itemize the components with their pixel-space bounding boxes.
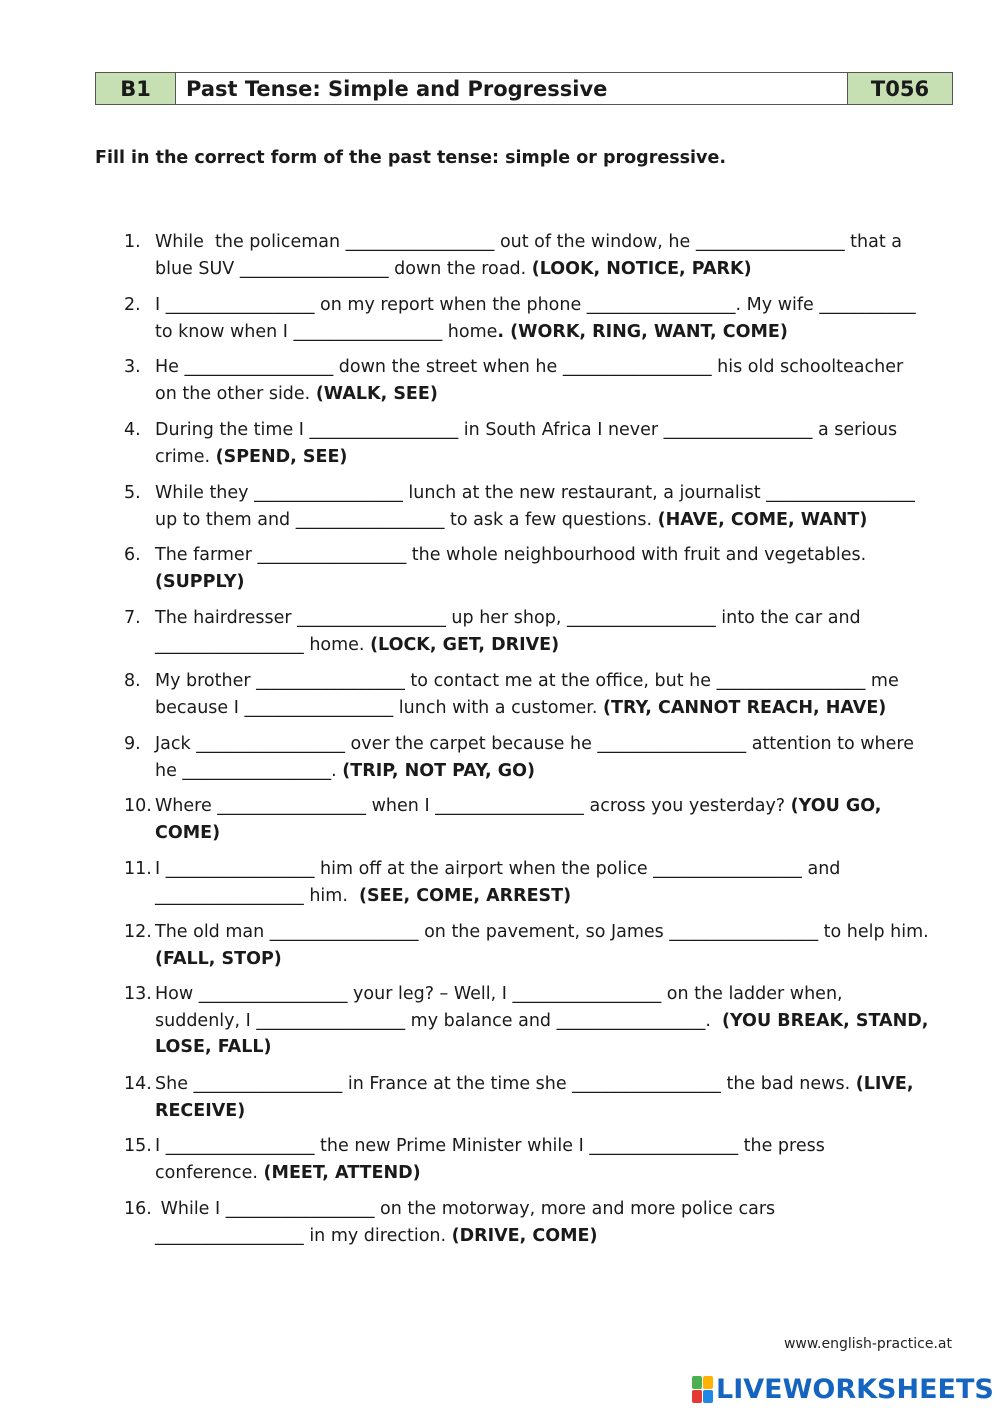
exercise-line: [155, 883, 954, 910]
exercise-line: [155, 1160, 954, 1187]
verb-hint: (DRIVE, COME): [451, 1225, 598, 1246]
verb-hint: (LIVE,: [855, 1074, 914, 1094]
exercise-line: [155, 1008, 954, 1035]
worksheet-title: Past Tense: Simple and Progressive: [176, 73, 848, 104]
exercise-item: [124, 542, 954, 595]
exercise-line: [155, 605, 954, 632]
exercise-number: 6.: [124, 545, 141, 565]
exercise-line: [155, 292, 954, 319]
exercise-item: [124, 605, 954, 658]
sentence-text: I _________________ on my report when the phone _________________. My wife ___________: [155, 295, 916, 315]
instructions: Fill in the correct form of the past tense: simple or progressive.: [95, 148, 726, 168]
exercise-item: [124, 292, 954, 345]
exercise-body: [155, 542, 954, 595]
liveworksheets-logo: [692, 1372, 994, 1406]
logo-blocks-icon: [692, 1376, 712, 1402]
verb-hint: (TRY, CANNOT REACH, HAVE): [603, 697, 887, 718]
exercise-item: [124, 981, 954, 1061]
exercise-line: [155, 319, 954, 346]
sentence-text: I _________________ the new Prime Minister while I _________________ the press: [155, 1136, 825, 1156]
exercise-line: [155, 229, 954, 256]
verb-hint: COME): [155, 822, 221, 843]
exercise-line: [155, 668, 954, 695]
verb-hint: (HAVE, COME, WANT): [657, 509, 868, 530]
verb-hint: (MEET, ATTEND): [263, 1162, 421, 1183]
verb-hint: RECEIVE): [155, 1100, 246, 1121]
verb-hint: (LOOK, NOTICE, PARK): [531, 258, 752, 279]
exercise-line: [155, 1034, 954, 1061]
exercise-item: [124, 668, 954, 721]
sentence-text: I _________________ him off at the airport when the police _________________ and: [155, 859, 841, 879]
exercise-line: [155, 695, 954, 722]
sentence-text: During the time I _________________ in South Africa I never _________________ a serious: [155, 420, 898, 440]
sentence-text: because I _________________ lunch with a customer.: [155, 697, 604, 718]
sentence-text: Where _________________ when I _________________ across you yesterday?: [155, 796, 791, 816]
exercise-number: 16.: [124, 1199, 152, 1219]
verb-hint: (TRIP, NOT PAY, GO): [342, 760, 535, 781]
exercise-item: [124, 354, 954, 407]
exercise-number: 1.: [124, 232, 141, 252]
sentence-text: While I _________________ on the motorway, more and more police cars: [155, 1199, 776, 1219]
exercise-line: [155, 793, 954, 820]
exercise-item: [124, 731, 954, 784]
exercise-number: 4.: [124, 420, 141, 440]
level-badge: B1: [96, 73, 176, 104]
exercise-body: [155, 793, 954, 846]
exercise-body: [155, 981, 954, 1061]
exercise-line: [155, 632, 954, 659]
sentence-text: He _________________ down the street when he _________________ his old schoolteacher: [155, 357, 904, 377]
exercise-number: 7.: [124, 608, 141, 628]
sentence-text: suddenly, I _________________ my balance and _________________.: [155, 1010, 723, 1031]
exercise-body: [155, 1196, 954, 1249]
verb-hint: LOSE, FALL): [155, 1037, 272, 1057]
exercise-line: [155, 919, 954, 946]
exercise-line: [155, 507, 954, 534]
exercise-body: [155, 354, 954, 407]
exercise-body: [155, 292, 954, 345]
exercise-item: [124, 1196, 954, 1249]
verb-hint: (YOU GO,: [790, 796, 882, 816]
exercise-line: [155, 946, 954, 973]
sentence-text: blue SUV _________________ down the road.: [155, 258, 532, 279]
sentence-text: on the other side.: [155, 383, 316, 404]
sentence-text: Jack _________________ over the carpet because he _________________ attention to where: [155, 734, 914, 754]
verb-hint: (SEE, COME, ARREST): [359, 885, 572, 906]
exercise-line: [155, 542, 954, 569]
exercise-number: 5.: [124, 483, 141, 503]
exercise-number: 10.: [124, 796, 152, 816]
exercise-line: [155, 731, 954, 758]
sentence-text: crime.: [155, 446, 216, 467]
exercise-number: 12.: [124, 922, 152, 942]
exercise-item: [124, 417, 954, 470]
sentence-text: The farmer _________________ the whole neighbourhood with fruit and vegetables.: [155, 545, 867, 565]
exercise-line: [155, 820, 954, 847]
exercise-number: 13.: [124, 984, 152, 1004]
exercise-line: [155, 381, 954, 408]
verb-hint: (WALK, SEE): [315, 383, 438, 404]
exercise-body: [155, 480, 954, 533]
logo-text: LIVEWORKSHEETS: [716, 1373, 994, 1405]
sentence-text: _________________ him.: [155, 885, 360, 906]
sentence-text: to know when I _________________ home: [155, 321, 498, 342]
verb-hint: . (WORK, RING, WANT, COME): [497, 321, 788, 342]
exercise-number: 3.: [124, 357, 141, 377]
exercise-line: [155, 1196, 954, 1223]
exercise-item: [124, 1133, 954, 1186]
exercise-line: [155, 444, 954, 471]
exercise-body: [155, 668, 954, 721]
verb-hint: (LOCK, GET, DRIVE): [370, 634, 560, 655]
sentence-text: The hairdresser _________________ up her shop, _________________ into the car and: [155, 608, 861, 628]
exercise-line: [155, 1223, 954, 1250]
exercise-item: [124, 480, 954, 533]
sentence-text: My brother _________________ to contact me at the office, but he _________________ me: [155, 671, 899, 691]
exercise-line: [155, 480, 954, 507]
exercise-line: [155, 981, 954, 1008]
sentence-text: conference.: [155, 1162, 264, 1183]
source-url: www.english-practice.at: [783, 1336, 952, 1352]
sentence-text: up to them and _________________ to ask a few questions.: [155, 509, 658, 530]
sentence-text: While they _________________ lunch at the new restaurant, a journalist _________________: [155, 483, 915, 503]
exercise-number: 8.: [124, 671, 141, 691]
exercise-body: [155, 1133, 954, 1186]
exercise-body: [155, 731, 954, 784]
exercise-body: [155, 1071, 954, 1124]
exercise-body: [155, 856, 954, 909]
exercise-body: [155, 605, 954, 658]
exercise-line: [155, 1133, 954, 1160]
exercise-number: 2.: [124, 295, 141, 315]
exercise-item: [124, 229, 954, 282]
sentence-text: _________________ in my direction.: [155, 1225, 452, 1246]
exercise-number: 11.: [124, 859, 152, 879]
worksheet-code: T056: [848, 73, 952, 104]
sentence-text: The old man _________________ on the pavement, so James _________________ to help him.: [155, 922, 929, 942]
exercise-number: 14.: [124, 1074, 152, 1094]
sentence-text: _________________ home.: [155, 634, 371, 655]
exercise-item: [124, 919, 954, 972]
exercise-line: [155, 354, 954, 381]
exercise-body: [155, 417, 954, 470]
exercise-line: [155, 417, 954, 444]
verb-hint: (SUPPLY): [155, 571, 245, 592]
sentence-text: While the policeman _________________ out of the window, he _________________ that a: [155, 232, 902, 252]
exercise-item: [124, 1071, 954, 1124]
exercise-item: [124, 856, 954, 909]
exercise-number: 9.: [124, 734, 141, 754]
sentence-text: he _________________.: [155, 760, 343, 781]
exercise-line: [155, 856, 954, 883]
exercise-line: [155, 1071, 954, 1098]
exercise-body: [155, 919, 954, 972]
exercise-line: [155, 1098, 954, 1125]
exercise-line: [155, 256, 954, 283]
exercise-line: [155, 758, 954, 785]
verb-hint: (FALL, STOP): [155, 948, 282, 969]
sentence-text: She _________________ in France at the time she _________________ the bad news.: [155, 1074, 856, 1094]
exercise-number: 15.: [124, 1136, 152, 1156]
exercise-item: [124, 793, 954, 846]
exercise-body: [155, 229, 954, 282]
verb-hint: (SPEND, SEE): [215, 446, 348, 467]
verb-hint: (YOU BREAK, STAND,: [722, 1010, 929, 1031]
exercise-line: [155, 569, 954, 596]
sentence-text: How _________________ your leg? – Well, I _________________ on the ladder when,: [155, 984, 843, 1004]
